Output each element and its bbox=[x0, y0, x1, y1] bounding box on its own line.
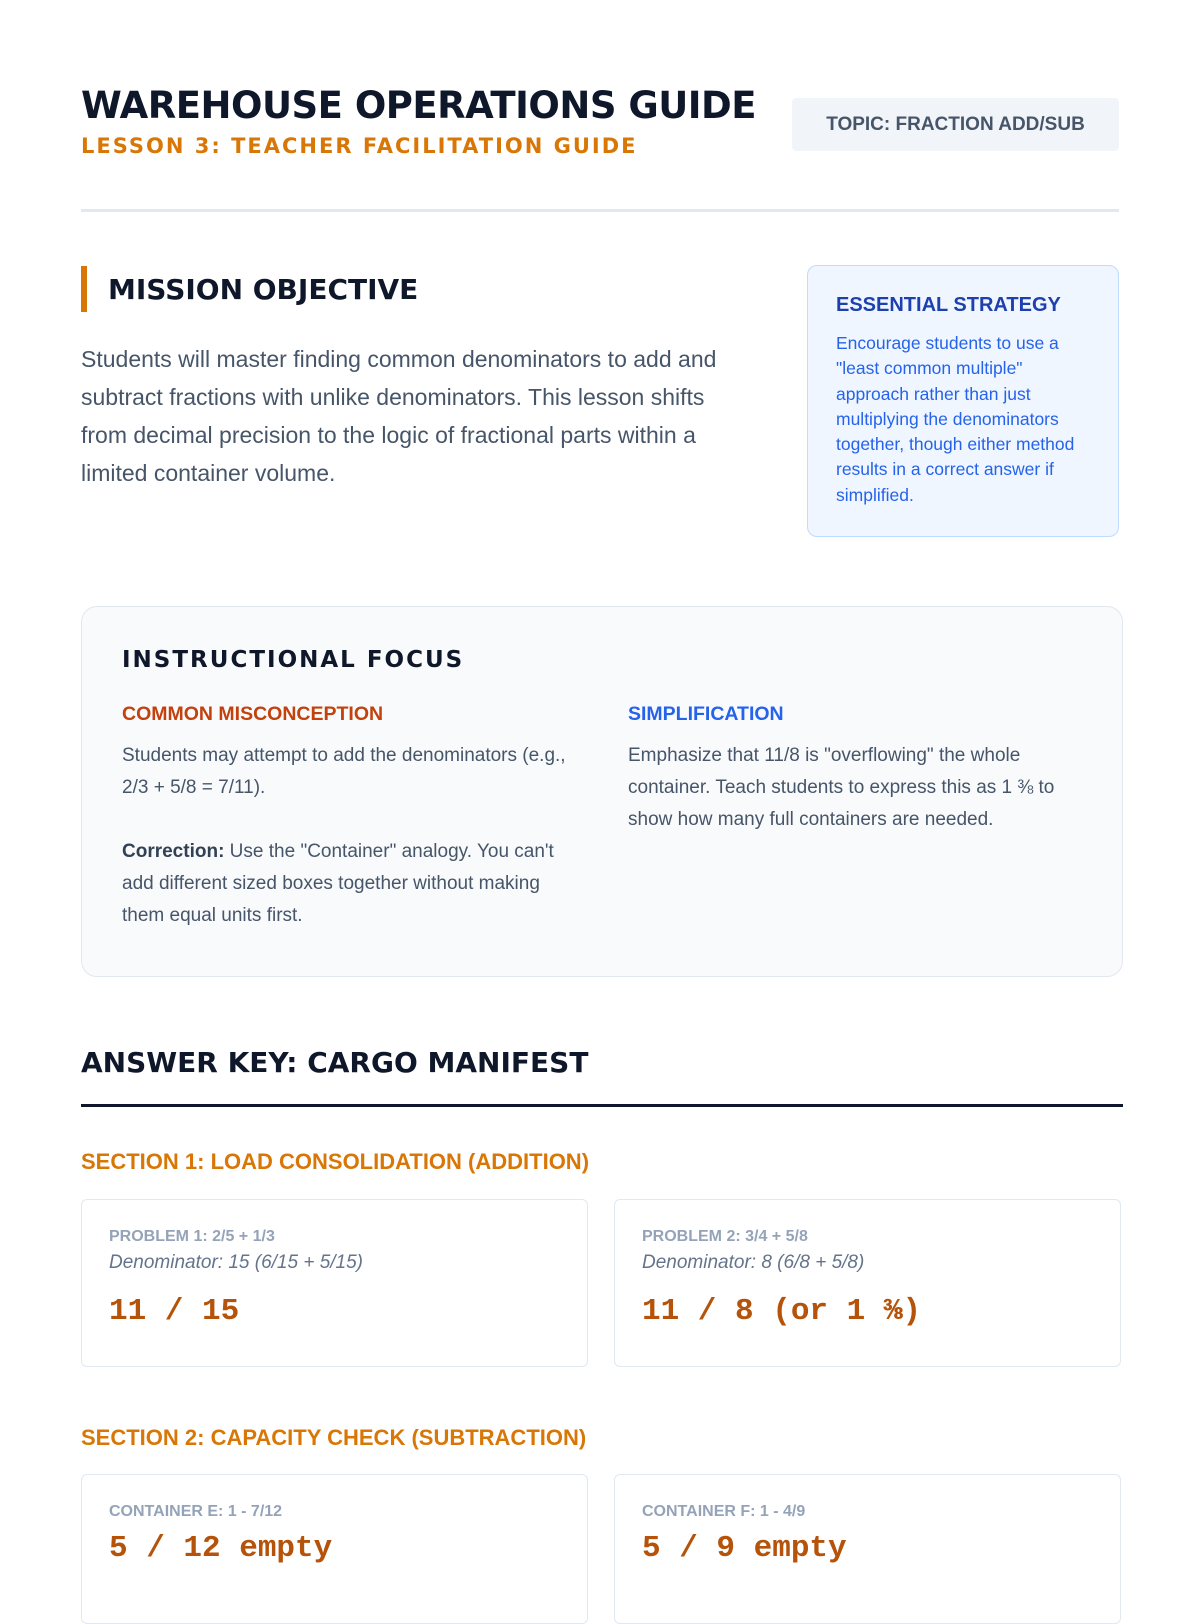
correction-text bbox=[122, 836, 566, 932]
container-card bbox=[81, 1474, 588, 1624]
topic-badge: TOPIC: FRACTION ADD/SUB bbox=[792, 98, 1119, 151]
answer-key-heading-text: ANSWER KEY: CARGO MANIFEST bbox=[81, 1046, 589, 1079]
container-label: CONTAINER E: 1 - 7/12 bbox=[109, 1503, 283, 1520]
strategy-card bbox=[807, 265, 1119, 537]
problem-answer: 11 / 15 bbox=[109, 1294, 240, 1329]
document-header bbox=[81, 0, 1119, 212]
section2-title: SECTION 2: CAPACITY CHECK (SUBTRACTION) bbox=[81, 1425, 587, 1450]
misconception-heading: COMMON MISCONCEPTION bbox=[122, 703, 384, 725]
correction-label: Correction: bbox=[122, 841, 225, 862]
strategy-title: ESSENTIAL STRATEGY bbox=[836, 294, 1061, 316]
container-card bbox=[614, 1474, 1121, 1624]
answer-key-heading bbox=[81, 1046, 1123, 1107]
instructional-focus-card bbox=[81, 606, 1123, 977]
document-subtitle: LESSON 3: TEACHER FACILITATION GUIDE bbox=[81, 134, 638, 158]
misconception-text: Students may attempt to add the denominators (e.g., 2/3 + 5/8 = 7/11). bbox=[122, 745, 566, 798]
focus-columns bbox=[122, 703, 1082, 932]
document-title: WAREHOUSE OPERATIONS GUIDE bbox=[81, 84, 757, 127]
mission-section bbox=[81, 212, 1119, 542]
mission-text: Students will master finding common denominators to add and subtract fractions with unlike denominators. This lesson shifts from decimal precision to the logic of fractional parts within a limited container volume. bbox=[81, 346, 717, 486]
strategy-text: Encourage students to use a "least common multiple" approach rather than just multiplying the denominators together, though either method results in a correct answer if simplified. bbox=[836, 333, 1075, 505]
container-answer: 5 / 12 empty bbox=[109, 1531, 333, 1566]
problem-answer: 11 / 8 (or 1 ⅜) bbox=[642, 1294, 922, 1329]
problem-label: PROBLEM 2: 3/4 + 5/8 bbox=[642, 1228, 808, 1245]
section1-title: SECTION 1: LOAD CONSOLIDATION (ADDITION) bbox=[81, 1149, 590, 1174]
simplification-heading: SIMPLIFICATION bbox=[628, 703, 784, 725]
problem-hint: Denominator: 15 (6/15 + 5/15) bbox=[109, 1252, 364, 1273]
container-answer: 5 / 9 empty bbox=[642, 1531, 847, 1566]
correction-body: Use the "Container" analogy. You can't add different sized boxes together without making them equal units first. bbox=[122, 841, 554, 926]
misconception-column bbox=[122, 703, 566, 932]
problem-label: PROBLEM 1: 2/5 + 1/3 bbox=[109, 1228, 275, 1245]
simplification-text: Emphasize that 11/8 is "overflowing" the whole container. Teach students to express this as 1 ⅜ to show how many full containers are needed. bbox=[628, 745, 1055, 830]
focus-title: INSTRUCTIONAL FOCUS bbox=[122, 647, 465, 673]
problem-card bbox=[614, 1199, 1121, 1367]
problem-hint: Denominator: 8 (6/8 + 5/8) bbox=[642, 1252, 865, 1273]
container-label: CONTAINER F: 1 - 4/9 bbox=[642, 1503, 806, 1520]
mission-heading-text: MISSION OBJECTIVE bbox=[108, 272, 419, 306]
simplification-column bbox=[628, 703, 1072, 932]
mission-heading bbox=[81, 266, 418, 312]
problem-card bbox=[81, 1199, 588, 1367]
